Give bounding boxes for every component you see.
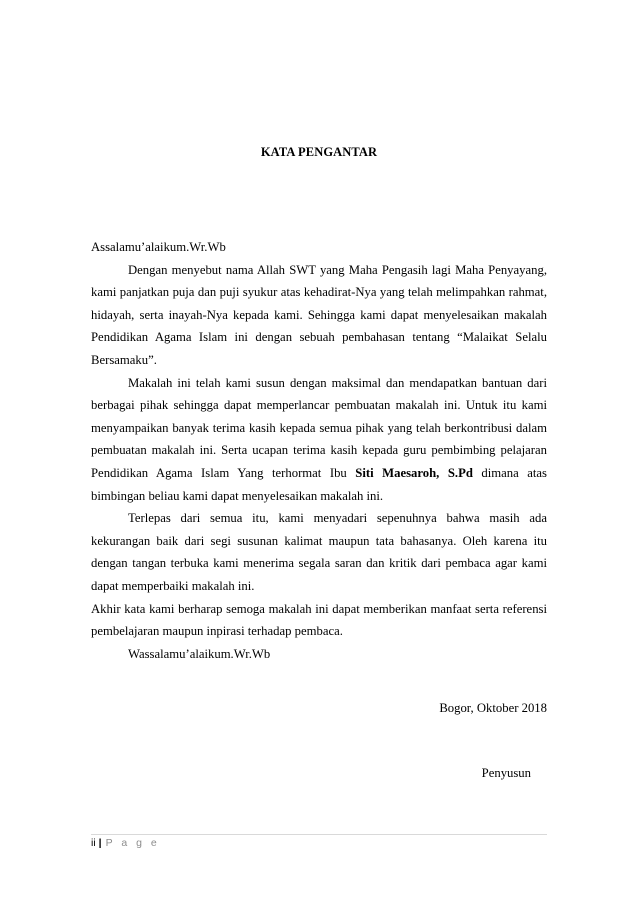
paragraph-2-text-start: Makalah ini telah kami susun dengan maksimal dan mendapatkan bantuan dari berbagai pihak sehingga dapat memperlancar pembuatan makalah ini. Untuk itu kami menyampaikan banyak terima kasih kepada semua pihak yang telah berkontribusi dalam pembuatan makalah ini. Serta ucapan terima kasih kepada guru pembimbing pelajaran Pendidikan Agama Islam Yang terhormat Ibu (91, 375, 547, 480)
paragraph-4: Akhir kata kami berharap semoga makalah ini dapat memberikan manfaat serta referensi pembelajaran maupun inpirasi terhadap pembaca. (91, 601, 547, 639)
page-number: ii (91, 837, 96, 849)
footer-divider (91, 834, 547, 835)
signature-label: Penyusun (481, 766, 531, 780)
page-title: KATA PENGANTAR (260, 145, 378, 159)
page-label: P a g e (105, 837, 160, 849)
paragraph-3: Terlepas dari semua itu, kami menyadari sepenuhnya bahwa masih ada kekurangan baik dari segi susunan kalimat maupun tata bahasanya. Oleh karena itu dengan tangan terbuka kami menerima segala saran dan kritik dari pembaca agar kami dapat memperbaiki makalah ini. (91, 511, 547, 593)
place-date: Bogor, Oktober 2018 (439, 701, 547, 715)
footer-separator: | (98, 837, 102, 849)
paragraph-2 (91, 372, 547, 508)
page-footer (91, 837, 160, 849)
document-body (91, 236, 547, 665)
teacher-name: Siti Maesaroh, S.Pd (355, 465, 473, 480)
paragraph-1: Dengan menyebut nama Allah SWT yang Maha Pengasih lagi Maha Penyayang, kami panjatkan puja dan puji syukur atas kehadirat-Nya yang telah melimpahkan rahmat, hidayah, serta inayah-Nya kepada kami. Sehingga kami dapat menyelesaikan makalah Pendidikan Agama Islam ini dengan sebuah pembahasan tentang “Malaikat Selalu Bersamaku”. (91, 262, 547, 367)
closing-text: Wassalamu’alaikum.Wr.Wb (128, 646, 271, 661)
paragraph-2-text-end: dimana atas bimbingan beliau kami dapat menyelesaikan makalah ini. (91, 465, 547, 503)
greeting-text: Assalamu’alaikum.Wr.Wb (91, 240, 226, 254)
